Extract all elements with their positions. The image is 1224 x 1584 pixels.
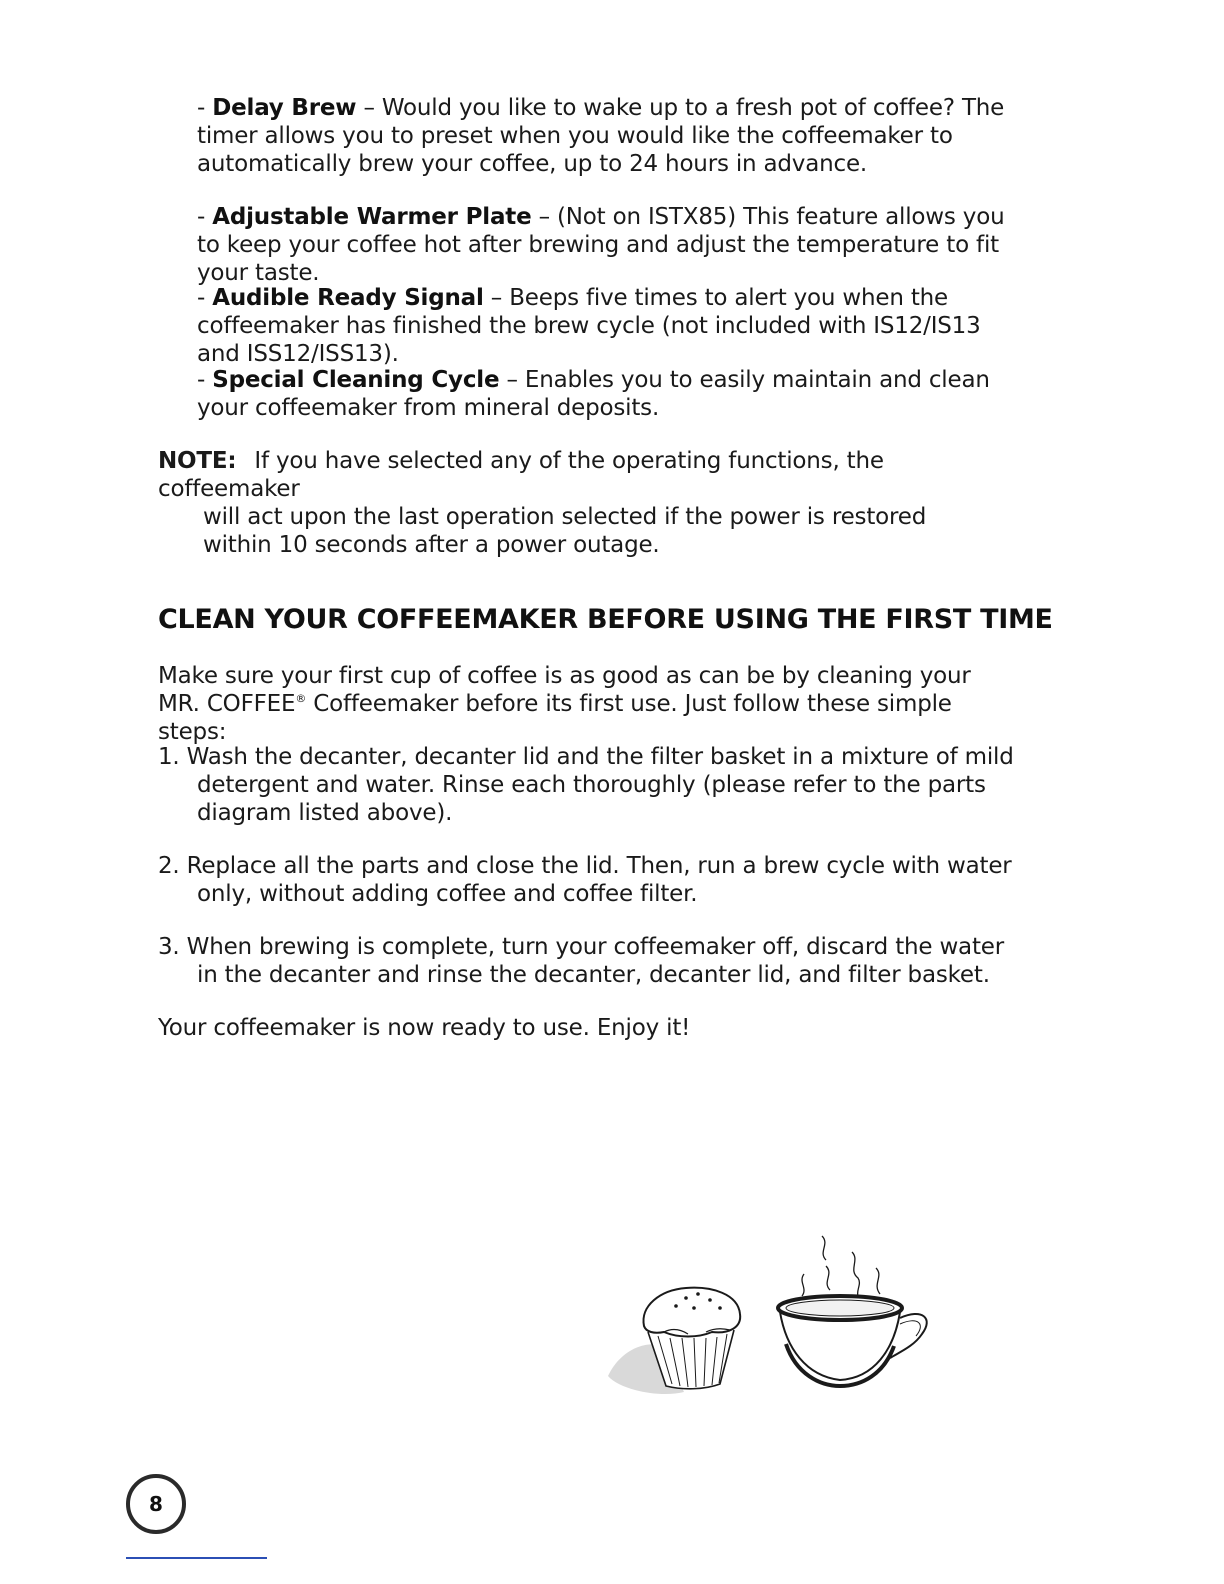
note-line-1: If you have selected any of the operating functions, the coffeemaker: [158, 448, 884, 502]
feature-delay-brew: - Delay Brew – Would you like to wake up to a fresh pot of coffee? The timer allows you to preset when you would like the coffeemaker to automatically brew your coffee, up to 24 hours in advance.: [197, 95, 1005, 177]
note-line-3: within 10 seconds after a power outage.: [203, 532, 660, 558]
registered-mark: ®: [295, 692, 307, 705]
section-intro: [158, 662, 1018, 746]
intro-text-part-2: Coffeemaker before its first use. Just follow these simple steps:: [158, 691, 952, 745]
steam-icon: [802, 1236, 880, 1296]
feature-audible-ready-signal: - Audible Ready Signal – Beeps five times to alert you when the coffeemaker has finished the brew cycle (not included with IS12/IS13 and ISS12/ISS13).: [197, 285, 981, 367]
intro-text-part-1: Make sure your first cup of coffee is as good as can be by cleaning your MR. COFFEE: [158, 663, 971, 717]
page-number: 8: [126, 1474, 186, 1534]
power-outage-note: [158, 447, 1018, 559]
feature-term: Audible Ready Signal: [212, 285, 484, 311]
feature-description: – Would you like to wake up to a fresh pot of coffee? The timer allows you to preset when you would like the coffeemaker to automatically brew your coffee, up to 24 hours in advance.: [197, 95, 1005, 177]
feature-description: – Beeps five times to alert you when the coffeemaker has finished the brew cycle (not included with IS12/IS13 and ISS12/ISS13).: [197, 285, 981, 367]
cleaning-step-2: 2. Replace all the parts and close the lid. Then, run a brew cycle with water only, without adding coffee and coffee filter.: [158, 853, 1012, 907]
feature-adjustable-warmer-plate: - Adjustable Warmer Plate – (Not on ISTX85) This feature allows you to keep your coffee hot after brewing and adjust the temperature to fit your taste.: [197, 204, 1005, 286]
coffee-cup-icon: [778, 1236, 927, 1386]
muffin-and-coffee-cup-illustration: [600, 1228, 940, 1408]
section-heading: CLEAN YOUR COFFEEMAKER BEFORE USING THE FIRST TIME: [158, 604, 1053, 635]
cleaning-step-3: 3. When brewing is complete, turn your coffeemaker off, discard the water in the decanter and rinse the decanter, decanter lid, and filter basket.: [158, 934, 1004, 988]
footer-divider: [126, 1557, 267, 1559]
feature-term: Special Cleaning Cycle: [212, 367, 500, 393]
note-line-2: will act upon the last operation selected if the power is restored: [203, 504, 927, 530]
feature-term: Delay Brew: [212, 95, 357, 121]
feature-term: Adjustable Warmer Plate: [212, 204, 532, 230]
feature-description: – (Not on ISTX85) This feature allows you to keep your coffee hot after brewing and adjust the temperature to fit your taste.: [197, 204, 1005, 286]
cleaning-step-1: 1. Wash the decanter, decanter lid and the filter basket in a mixture of mild detergent and water. Rinse each thoroughly (please refer to the parts diagram listed above).: [158, 744, 1014, 826]
closing-text: Your coffeemaker is now ready to use. Enjoy it!: [158, 1015, 691, 1041]
feature-special-cleaning-cycle: - Special Cleaning Cycle – Enables you to easily maintain and clean your coffeemaker from mineral deposits.: [197, 367, 990, 421]
note-label: NOTE:: [158, 448, 237, 474]
feature-description: – Enables you to easily maintain and clean your coffeemaker from mineral deposits.: [197, 367, 990, 421]
